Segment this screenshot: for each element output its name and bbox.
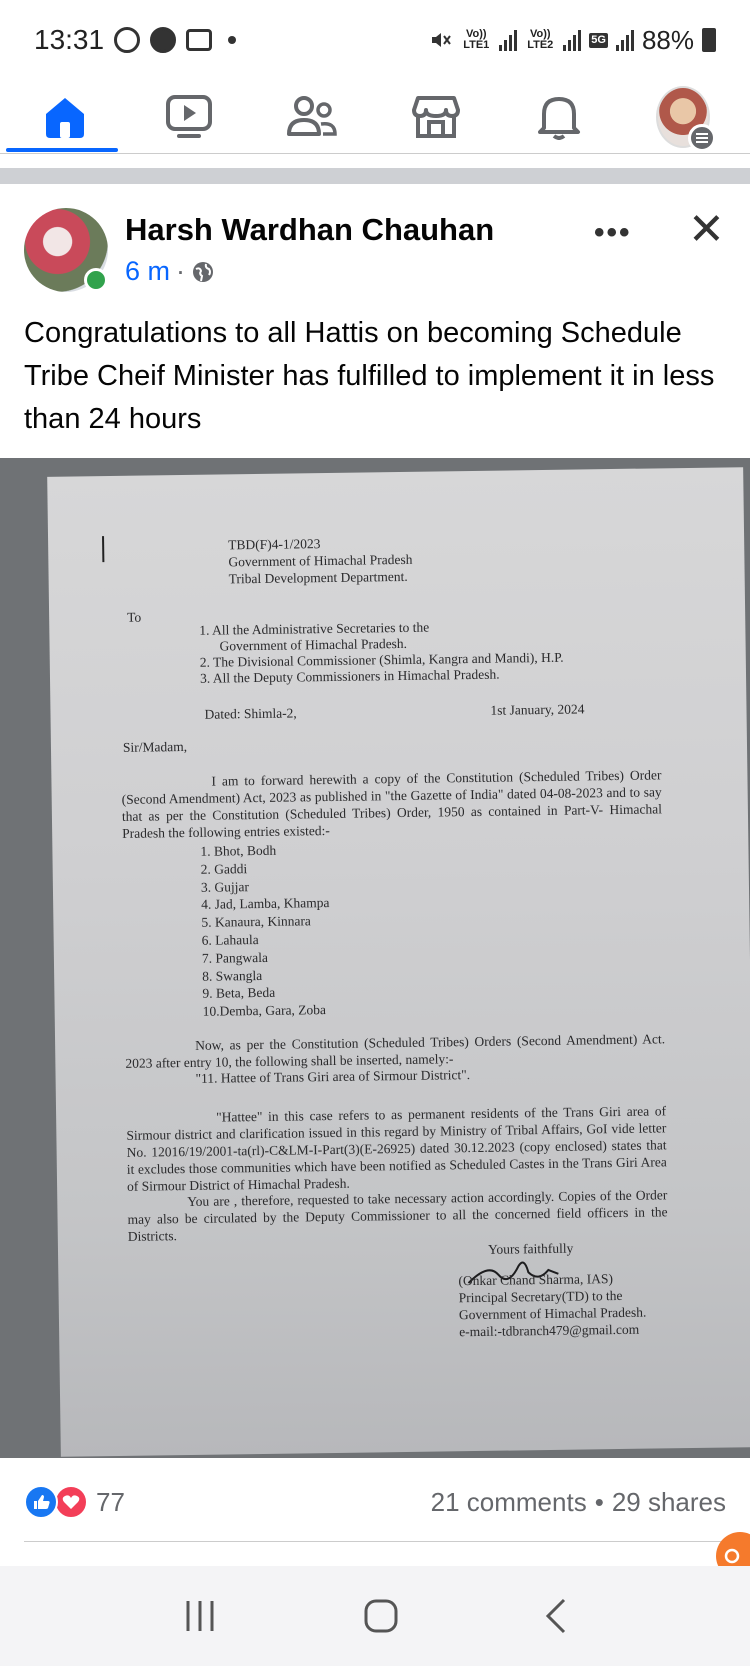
recipient-item: Government of Himachal Pradesh.: [219, 635, 408, 654]
doc-signature-block: [458, 1239, 647, 1341]
reactions-bar: [24, 1480, 726, 1524]
author-name[interactable]: Harsh Wardhan Chauhan: [125, 212, 495, 247]
engagement-stats: [431, 1487, 726, 1518]
close-post-button[interactable]: ✕: [688, 205, 725, 254]
entry-item: 4. Jad, Lamba, Khampa: [201, 895, 330, 913]
reaction-count: 77: [96, 1486, 125, 1517]
doc-paragraph-2: Now, as per the Constitution (Scheduled Tribes) Orders (Second Amendment) Act. 2023 after entry 10, the following shall be inserted, namely:-: [125, 1031, 666, 1071]
top-nav: [0, 80, 750, 154]
home-circle-icon[interactable]: [363, 1598, 399, 1634]
stats-separator: •: [594, 1486, 604, 1517]
reaction-summary[interactable]: [24, 1485, 125, 1519]
love-reaction-icon: [54, 1485, 88, 1519]
status-left: [34, 24, 236, 56]
doc-salutation: Sir/Madam,: [122, 738, 188, 755]
more-options-button[interactable]: •••: [594, 216, 632, 249]
tribe-entries: [200, 841, 331, 1021]
friends-tab[interactable]: [285, 90, 339, 144]
paper-mark: [102, 536, 104, 562]
menu-icon: [688, 124, 716, 152]
watch-icon: [165, 94, 213, 140]
active-tab-indicator: [6, 148, 118, 152]
status-time: 13:31: [34, 24, 105, 55]
doc-email: e-mail:-tdbranch479@gmail.com: [459, 1321, 640, 1340]
entry-item: 10.Demba, Gara, Zoba: [202, 1002, 327, 1019]
doc-closing: Yours faithfully: [487, 1240, 574, 1257]
post-text: Congratulations to all Hattis on becoming Schedule Tribe Cheif Minister has fulfilled to implement it in less than 24 hours: [24, 317, 715, 435]
comments-count[interactable]: 21 comments: [430, 1486, 587, 1517]
mute-icon: [429, 28, 453, 52]
nav-divider: [0, 153, 750, 154]
entry-item: 6. Lahaula: [201, 931, 259, 948]
watch-tab[interactable]: [162, 90, 216, 144]
link-icon: [720, 1544, 744, 1568]
bell-icon: [536, 94, 582, 140]
post-photo[interactable]: [0, 458, 750, 1458]
home-tab[interactable]: [38, 90, 92, 144]
entry-item: 7. Pangwala: [201, 949, 269, 966]
signal2-icon: [563, 29, 581, 51]
doc-dated: Dated: Shimla-2,: [204, 705, 297, 722]
notification-dot: [228, 36, 236, 44]
like-reaction-icon: [24, 1485, 58, 1519]
status-right: [429, 25, 716, 56]
post-meta: [125, 256, 215, 287]
friends-icon: [287, 94, 337, 140]
entry-item: 1. Bhot, Bodh: [200, 842, 277, 859]
doc-paragraph-1: I am to forward herewith a copy of the Constitution (Scheduled Tribes) Order (Second Amendment) Act, 2023 as published in "the Gazette of India" dated 04-08-2023 and to say that as per the Constitution (Scheduled Tribes) Order, 1950 as contained in Part-V- Himachal Pradesh the following entries existed:-: [121, 767, 662, 841]
status-bar: [0, 0, 750, 80]
shares-count[interactable]: 29 shares: [611, 1486, 726, 1517]
recipient-item: 2. The Divisional Commissioner (Shimla, Kangra and Mandi), H.P.: [199, 649, 564, 670]
feed-separator: [0, 168, 750, 184]
signal3-icon: [616, 29, 634, 51]
entry-item: 9. Beta, Beda: [202, 985, 276, 1002]
whatsapp-icon: [114, 27, 140, 53]
profile-menu-tab[interactable]: [656, 90, 710, 144]
back-icon[interactable]: [544, 1598, 568, 1634]
document-paper: [47, 467, 750, 1457]
voicemail-icon: [186, 29, 212, 51]
doc-ref: TBD(F)4-1/2023: [228, 536, 321, 553]
recent-apps-icon[interactable]: [182, 1599, 218, 1633]
marketplace-tab[interactable]: [409, 90, 463, 144]
recipient-list: [199, 618, 564, 687]
facebook-icon: [150, 27, 176, 53]
entry-item: 2. Gaddi: [200, 860, 248, 877]
meta-separator: ·: [176, 256, 186, 286]
home-icon: [42, 94, 88, 140]
doc-to: To: [127, 609, 142, 625]
signal1-icon: [499, 29, 517, 51]
doc-signatory: (Onkar Chand Sharma, IAS): [458, 1271, 614, 1289]
system-nav-bar: [0, 1566, 750, 1666]
doc-date: 1st January, 2024: [490, 701, 585, 718]
globe-icon: [191, 260, 215, 284]
doc-designation-1: Principal Secretary(TD) to the: [458, 1287, 623, 1306]
doc-dept: Tribal Development Department.: [228, 568, 408, 587]
battery-icon: [702, 28, 716, 52]
doc-paragraph-3: "Hattee" in this case refers to as permanent residents of the Trans Giri area of Sirmour district and clarification issued in this regard by Ministry of Tribal Affairs, GoI vide letter No. 12016/19/2001-ta(rl)-C&LM-I-Part(3)(E-26925) dated 30.12.2023 (copy enclosed) states that it excludes those communities which have been notified as Scheduled Castes in the Trans Giri Area of Sirmour District of Himachal Pradesh.: [126, 1103, 667, 1194]
entry-item: 3. Gujjar: [200, 878, 250, 895]
sim2-label: Vo)) LTE2: [527, 28, 554, 51]
network-label: 5G: [591, 33, 606, 46]
online-status-dot: [84, 268, 108, 292]
document-header: [228, 534, 413, 588]
doc-insertion: "11. Hattee of Trans Giri area of Sirmour District".: [195, 1067, 471, 1086]
reactions-divider: [24, 1541, 726, 1542]
recipient-item: 1. All the Administrative Secretaries to the: [199, 619, 430, 638]
marketplace-icon: [412, 94, 460, 140]
battery-percent: 88%: [641, 24, 694, 55]
doc-govt: Government of Himachal Pradesh: [228, 551, 413, 570]
doc-designation-2: Government of Himachal Pradesh.: [458, 1304, 647, 1323]
post-time[interactable]: 6 m: [125, 256, 171, 286]
entry-item: 8. Swangla: [202, 967, 263, 984]
post-header: [24, 205, 726, 288]
sim1-label: Vo)) LTE1: [463, 28, 490, 51]
doc-paragraph-4: You are , therefore, requested to take necessary action accordingly. Copies of the Order may also be circulated by the Deputy Commissioner to all the concerned field officers in the Districts.: [127, 1187, 668, 1244]
recipient-item: 3. All the Deputy Commissioners in Himachal Pradesh.: [199, 666, 500, 686]
profile-avatar: [656, 86, 710, 148]
entry-item: 5. Kanaura, Kinnara: [201, 913, 311, 930]
notifications-tab[interactable]: [532, 90, 586, 144]
